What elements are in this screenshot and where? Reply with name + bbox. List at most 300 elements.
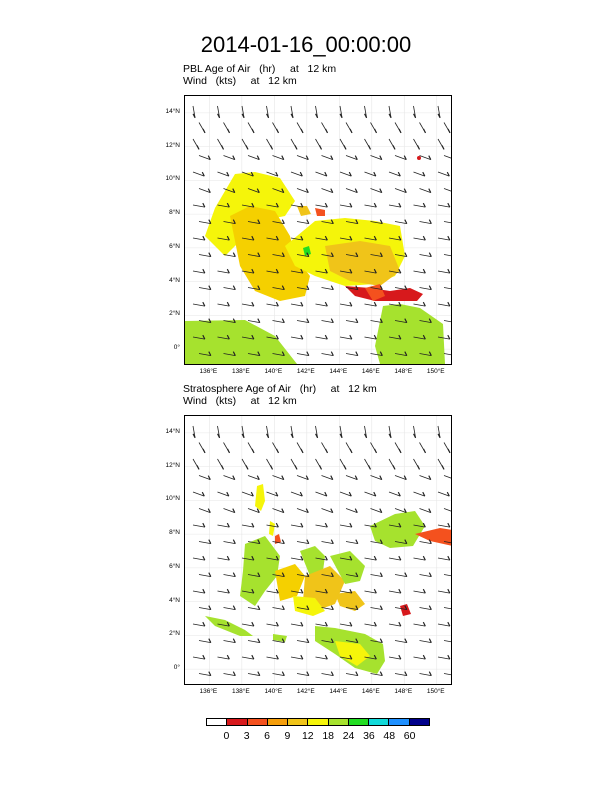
wind-barb (242, 523, 254, 527)
wind-barb (199, 189, 210, 193)
wind-barb (218, 459, 224, 469)
wind-barb (371, 606, 383, 610)
wind-barb (389, 655, 401, 659)
wind-barb (414, 106, 416, 118)
wind-barb (365, 426, 367, 438)
lat-tick-label: 8°N (169, 209, 180, 217)
wind-barb (340, 172, 351, 176)
wind-barb (291, 172, 302, 176)
wind-barb (273, 443, 279, 453)
colorbar-swatch (389, 719, 409, 725)
wind-barb (438, 459, 444, 469)
wind-barb (395, 476, 406, 480)
wind-barb (199, 606, 211, 610)
wind-barb (248, 672, 260, 676)
wind-barb (248, 606, 260, 610)
wind-barb (395, 156, 406, 160)
wind-barb (340, 106, 342, 118)
wind-barb (316, 492, 327, 496)
lat-tick-label: 10°N (165, 175, 180, 183)
colorbar-swatch (207, 719, 227, 725)
wind-barb (193, 655, 205, 659)
wind-barb (291, 459, 297, 469)
wind-barb (267, 106, 269, 118)
wind-barb (414, 139, 420, 149)
wind-barb (395, 443, 401, 453)
wind-barb (340, 459, 346, 469)
lon-tick-label: 148°E (394, 368, 413, 375)
wind-barb (389, 589, 401, 593)
wind-barb (193, 269, 205, 273)
wind-barb (322, 286, 334, 290)
wind-barb (242, 655, 254, 659)
wind-barb (242, 459, 248, 469)
wind-barb (193, 426, 195, 438)
wind-barb (395, 123, 401, 133)
wind-barb (444, 319, 452, 323)
wind-barb (438, 236, 450, 240)
wind-barb (444, 476, 452, 480)
colorbar-swatch (369, 719, 389, 725)
wind-barb (224, 573, 236, 577)
wind-barb (365, 302, 377, 306)
wind-barb (438, 655, 450, 659)
wind-barb (218, 269, 230, 273)
wind-barb (389, 556, 401, 560)
colorbar (206, 718, 430, 726)
wind-barb (297, 156, 308, 160)
wind-barb (444, 606, 452, 610)
wind-barb (248, 156, 259, 160)
wind-barb (291, 492, 302, 496)
wind-barb (438, 523, 450, 527)
wind-barb (322, 189, 333, 193)
wind-barb (218, 139, 224, 149)
colorbar-swatch (288, 719, 308, 725)
wind-barb (420, 253, 432, 257)
colorbar-swatch (410, 719, 429, 725)
wind-barb (395, 189, 406, 193)
wind-barb (248, 639, 260, 643)
wind-barb (322, 476, 333, 480)
wind-barb (267, 589, 279, 593)
wind-barb (218, 556, 230, 560)
wind-barb (444, 672, 452, 676)
wind-barb (371, 509, 382, 513)
wind-barb (199, 443, 205, 453)
wind-barb (414, 492, 425, 496)
wind-barb (242, 426, 244, 438)
wind-barb (193, 172, 204, 176)
wind-barb (322, 509, 333, 513)
wind-barb (218, 523, 230, 527)
wind-barb (291, 556, 303, 560)
wind-barb (267, 426, 269, 438)
wind-barb (420, 540, 432, 544)
wind-barb (365, 139, 371, 149)
lat-tick-label: 8°N (169, 529, 180, 537)
wind-barb (193, 622, 205, 626)
wind-barb (444, 352, 452, 356)
wind-barb (346, 156, 357, 160)
wind-barb (248, 509, 259, 513)
wind-barb (193, 106, 195, 118)
lon-tick-label: 144°E (329, 368, 348, 375)
wind-barb (316, 459, 322, 469)
wind-barb (438, 269, 450, 273)
wind-barb (267, 492, 278, 496)
wind-barb (365, 492, 376, 496)
wind-barb (438, 302, 450, 306)
wind-barb (218, 172, 229, 176)
wind-barb (420, 156, 431, 160)
wind-barb (346, 476, 357, 480)
wind-barb (346, 319, 358, 323)
wind-barb (224, 672, 236, 676)
wind-barb (438, 172, 449, 176)
wind-barb (297, 509, 308, 513)
wind-barb (322, 672, 334, 676)
wind-barb (438, 589, 450, 593)
wind-barb (267, 302, 279, 306)
panel1-wind-subtitle: Wind (kts) at 12 km (183, 75, 297, 87)
wind-barb (199, 476, 210, 480)
wind-barb (346, 352, 358, 356)
wind-barb (438, 203, 450, 207)
wind-barb (346, 509, 357, 513)
wind-barb (420, 189, 431, 193)
wind-barb (395, 672, 407, 676)
lat-tick-label: 2°N (169, 310, 180, 318)
wind-barb (340, 139, 346, 149)
wind-barb (346, 189, 357, 193)
wind-barb (224, 606, 236, 610)
wind-barb (322, 319, 334, 323)
wind-barb (291, 139, 297, 149)
wind-barb (316, 139, 322, 149)
wind-barb (224, 509, 235, 513)
lon-tick-label: 140°E (264, 688, 283, 695)
wind-barb (414, 459, 420, 469)
wind-barb (414, 655, 426, 659)
wind-barb (297, 123, 303, 133)
colorbar-label: 36 (363, 730, 375, 742)
wind-barb (340, 622, 352, 626)
wind-barb (291, 106, 293, 118)
lon-tick-label: 142°E (296, 368, 315, 375)
wind-barb (340, 302, 352, 306)
lon-tick-label: 142°E (296, 688, 315, 695)
lat-tick-label: 12°N (165, 141, 180, 149)
wind-barb (193, 236, 205, 240)
colorbar-label: 60 (403, 730, 416, 742)
wind-barb (395, 639, 407, 643)
colorbar-swatch (308, 719, 328, 725)
wind-barb (267, 459, 273, 469)
wind-barb (316, 106, 318, 118)
wind-barb (414, 556, 426, 560)
wind-barb (365, 106, 367, 118)
wind-barb (365, 589, 377, 593)
wind-barb (420, 573, 432, 577)
wind-barb (267, 139, 273, 149)
wind-barb (193, 203, 205, 207)
wind-barb (389, 106, 391, 118)
wind-barb (242, 302, 254, 306)
lon-tick-label: 150°E (426, 368, 445, 375)
lon-tick-label: 138°E (231, 368, 250, 375)
colorbar-label: 24 (342, 730, 355, 742)
wind-barb (414, 622, 426, 626)
wind-barb (199, 540, 211, 544)
wind-barb (291, 655, 303, 659)
wind-barb (242, 106, 244, 118)
wind-barb (340, 523, 352, 527)
lon-tick-label: 146°E (361, 368, 380, 375)
wind-barb (199, 672, 211, 676)
wind-barb (224, 286, 236, 290)
page-title: 2014-01-16_00:00:00 (200, 32, 412, 57)
wind-barb (316, 335, 328, 339)
wind-barb (420, 220, 432, 224)
colorbar-swatch (227, 719, 247, 725)
lat-tick-label: 2°N (169, 630, 180, 638)
wind-barb (389, 459, 395, 469)
wind-barb (420, 123, 426, 133)
lon-tick-label: 136°E (199, 368, 218, 375)
wind-barb (395, 509, 406, 513)
wind-barb (322, 540, 334, 544)
lon-tick-label: 136°E (199, 688, 218, 695)
wind-barb (389, 203, 401, 207)
lat-tick-label: 12°N (165, 461, 180, 469)
wind-barb (444, 573, 452, 577)
wind-barb (346, 672, 358, 676)
wind-barb (291, 335, 303, 339)
wind-barb (444, 443, 450, 453)
wind-barb (199, 639, 211, 643)
wind-barb (444, 123, 450, 133)
wind-barb (420, 443, 426, 453)
wind-barb (218, 302, 230, 306)
wind-barb (316, 172, 327, 176)
wind-barb (444, 220, 452, 224)
wind-barb (267, 622, 279, 626)
wind-barb (322, 352, 334, 356)
wind-barb (193, 523, 205, 527)
wind-barb (291, 426, 293, 438)
wind-barb (414, 589, 426, 593)
colorbar-label: 12 (301, 730, 314, 742)
panel2-subtitle: Stratosphere Age of Air (hr) at 12 km (183, 383, 377, 395)
wind-barb (414, 236, 426, 240)
pbl-age-map (184, 95, 452, 365)
wind-barb (371, 123, 377, 133)
wind-barb (365, 335, 377, 339)
wind-barb (193, 302, 205, 306)
colorbar-swatch (268, 719, 288, 725)
wind-barb (297, 443, 303, 453)
wind-barb (218, 655, 230, 659)
wind-barb (193, 589, 205, 593)
wind-barb (291, 302, 303, 306)
wind-barb (444, 639, 452, 643)
wind-barb (444, 509, 452, 513)
wind-barb (389, 139, 395, 149)
wind-barb (438, 106, 440, 118)
wind-barb (291, 523, 303, 527)
wind-barb (199, 573, 211, 577)
wind-barb (322, 156, 333, 160)
wind-barb (340, 203, 352, 207)
wind-barb (316, 426, 318, 438)
wind-barb (420, 672, 432, 676)
wind-barb (340, 426, 342, 438)
wind-barb (346, 443, 352, 453)
lat-tick-label: 0° (173, 344, 180, 352)
colorbar-label: 0 (223, 730, 230, 742)
wind-barb (322, 443, 328, 453)
wind-barb (193, 459, 199, 469)
wind-barb (316, 523, 328, 527)
pbl-field-shapes (185, 156, 445, 364)
wind-barb (199, 156, 210, 160)
wind-barb (248, 443, 254, 453)
wind-barb (371, 573, 383, 577)
colorbar-swatch (349, 719, 369, 725)
wind-barb (316, 622, 328, 626)
wind-barb (395, 573, 407, 577)
wind-barb (218, 426, 220, 438)
wind-barb (193, 139, 199, 149)
wind-barb (316, 302, 328, 306)
wind-barb (414, 269, 426, 273)
wind-barb (420, 476, 431, 480)
wind-barb (248, 123, 254, 133)
wind-barb (444, 156, 452, 160)
wind-barb (414, 302, 426, 306)
lon-tick-label: 150°E (426, 688, 445, 695)
wind-barb (340, 492, 351, 496)
wind-barb (316, 203, 328, 207)
wind-barb (389, 622, 401, 626)
wind-barb (389, 172, 400, 176)
colorbar-label: 18 (322, 730, 335, 742)
stratosphere-age-map (184, 415, 452, 685)
wind-barb (414, 203, 426, 207)
lon-tick-label: 146°E (361, 688, 380, 695)
lon-tick-label: 144°E (329, 688, 348, 695)
wind-barb (346, 540, 358, 544)
wind-barb (224, 123, 230, 133)
wind-barb (224, 476, 235, 480)
wind-barb (389, 426, 391, 438)
wind-barb (224, 156, 235, 160)
wind-barb (438, 426, 440, 438)
wind-barb (218, 106, 220, 118)
wind-barb (395, 286, 407, 290)
wind-barb (322, 123, 328, 133)
wind-barb (267, 655, 279, 659)
wind-barb (395, 220, 407, 224)
panel2-wind-subtitle: Wind (kts) at 12 km (183, 395, 297, 407)
wind-barb (365, 556, 377, 560)
wind-barb (444, 286, 452, 290)
wind-barb (444, 253, 452, 257)
wind-barb (242, 622, 254, 626)
wind-barb (273, 123, 279, 133)
wind-barb (371, 189, 382, 193)
colorbar-label: 9 (284, 730, 291, 742)
wind-barb (420, 639, 432, 643)
wind-barb (420, 606, 432, 610)
wind-barb (420, 509, 431, 513)
wind-barb (193, 556, 205, 560)
wind-barb (248, 476, 259, 480)
wind-barb (414, 426, 416, 438)
wind-barb (224, 540, 236, 544)
lon-tick-label: 140°E (264, 368, 283, 375)
wind-barb (371, 476, 382, 480)
wind-barb (224, 443, 230, 453)
wind-barb (365, 172, 376, 176)
wind-barb (389, 492, 400, 496)
wind-barb (438, 492, 449, 496)
lat-tick-label: 0° (173, 664, 180, 672)
colorbar-swatch (248, 719, 268, 725)
lon-tick-label: 148°E (394, 688, 413, 695)
lat-tick-label: 14°N (165, 427, 180, 435)
colorbar-swatch (329, 719, 349, 725)
wind-barb (199, 123, 205, 133)
wind-barb (199, 253, 211, 257)
wind-barb (346, 123, 352, 133)
wind-barb (242, 139, 248, 149)
lat-tick-label: 10°N (165, 495, 180, 503)
wind-barb (438, 622, 450, 626)
wind-barb (444, 189, 452, 193)
wind-barb (297, 476, 308, 480)
lat-tick-label: 4°N (169, 276, 180, 284)
wind-barb (365, 203, 377, 207)
wind-barb (242, 492, 253, 496)
wind-barb (218, 492, 229, 496)
wind-barb (199, 220, 211, 224)
wind-barb (365, 459, 371, 469)
wind-barb (218, 589, 230, 593)
lat-tick-label: 6°N (169, 242, 180, 250)
wind-barb (340, 335, 352, 339)
wind-barb (371, 443, 377, 453)
wind-barb (193, 492, 204, 496)
wind-barb (297, 189, 308, 193)
wind-barb (199, 286, 211, 290)
wind-barb (199, 509, 210, 513)
lat-tick-label: 4°N (169, 596, 180, 604)
colorbar-label: 3 (243, 730, 250, 742)
wind-barb (365, 622, 377, 626)
wind-barb (414, 172, 425, 176)
wind-barb (248, 319, 260, 323)
lon-tick-label: 138°E (231, 688, 250, 695)
colorbar-label: 48 (383, 730, 396, 742)
wind-barb (371, 156, 382, 160)
wind-barb (224, 639, 236, 643)
colorbar-label: 6 (264, 730, 270, 742)
lat-tick-label: 6°N (169, 562, 180, 570)
panel1-subtitle: PBL Age of Air (hr) at 12 km (183, 63, 337, 75)
wind-barb (438, 556, 450, 560)
